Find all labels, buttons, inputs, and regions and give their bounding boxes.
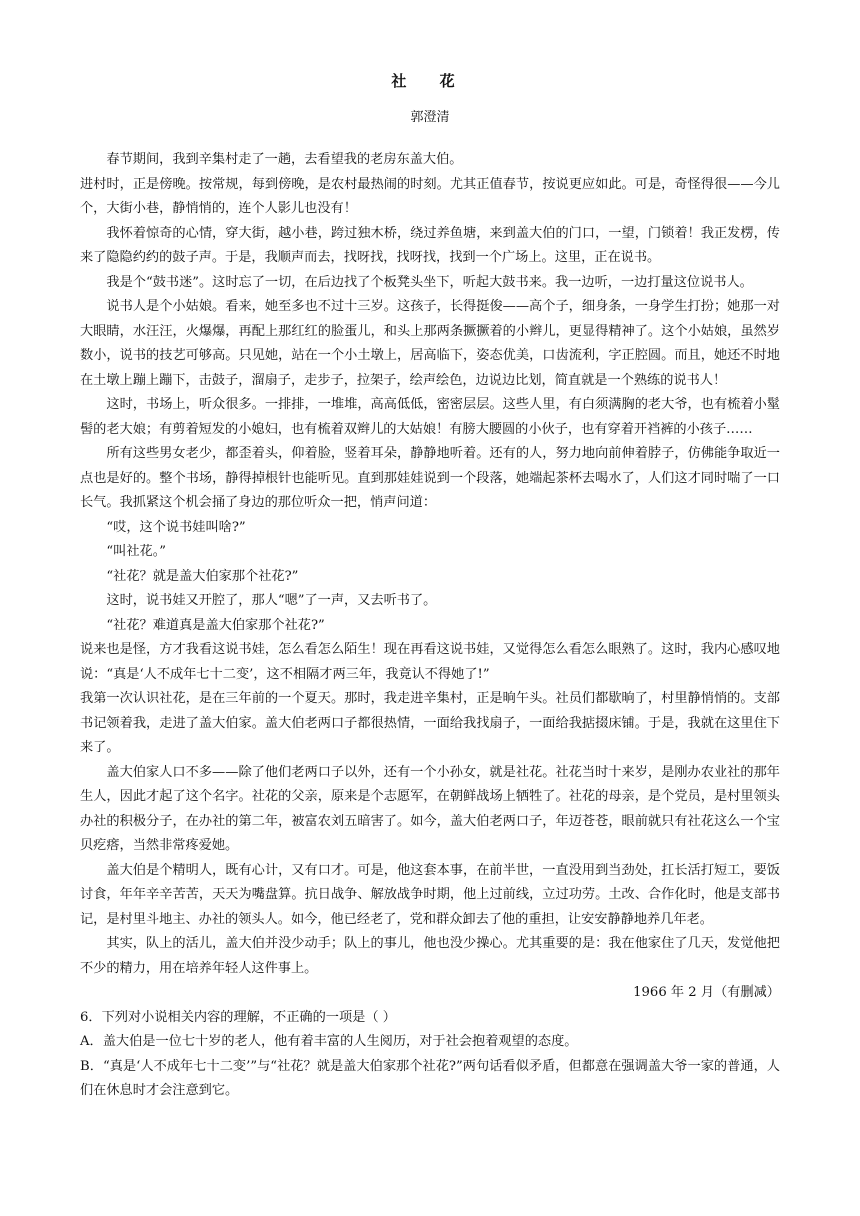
paragraph: 进村时，正是傍晚。按常规，每到傍晚，是农村最热闹的时刻。尤其正值春节，按说更应如此。可是，奇怪得很——今儿个，大街小巷，静悄悄的，连个人影儿也没有！ — [80, 176, 780, 216]
paragraph: 盖大伯家人口不多——除了他们老两口子以外，还有一个小孙女，就是社花。社花当时十来岁，是刚办农业社的那年生人，因此才起了这个名字。社花的父亲，原来是个志愿军，在朝鲜战场上牺牲了。社花的母亲，是个党员，是村里领头办社的积极分子，在办社的第二年，被富农刘五暗害了。如今，盖大伯老两口子，年迈苍苍，眼前就只有社花这么一个宝贝疙瘩，当然非常疼爱她。 — [80, 764, 780, 853]
paragraph: 所有这些男女老少，都歪着头，仰着脸，竖着耳朵，静静地听着。还有的人，努力地向前伸着脖子，仿佛能争取近一点也是好的。整个书场，静得掉根针也能听见。直到那娃娃说到一个段落，她端起茶杯去喝水了，人们这才同时喘了一口长气。我抓紧这个机会捅了身边的那位听众一把，悄声问道： — [80, 446, 780, 510]
paragraph: 我是个“鼓书迷”。这时忘了一切，在后边找了个板凳头坐下，听起大鼓书来。我一边听，一边打量这位说书人。 — [106, 274, 753, 290]
paragraph: “叫社花。” — [106, 544, 167, 559]
page-title: 社 花 — [391, 72, 469, 90]
paragraph: 6．下列对小说相关内容的理解，不正确的一项是（ ） — [80, 1009, 396, 1025]
paragraph: “社花？难道真是盖大伯家那个社花?” — [106, 617, 325, 633]
paragraph: 春节期间，我到辛集村走了一趟，去看望我的老房东盖大伯。 — [106, 152, 463, 167]
paragraph: 盖大伯是个精明人，既有心计，又有口才。可是，他这套本事，在前半世，一直没用到当劲处，扛长活打短工，要饭讨食，年年辛辛苦苦，天天为嘴盘算。抗日战争、解放战争时期，他上过前线，立过功劳。土改、合作化时，他是支部书记，是村里斗地主、办社的领头人。如今，他已经老了，党和群众卸去了他的重担，让安安静静地养几年老。 — [80, 862, 780, 927]
paragraph: 其实，队上的活儿，盖大伯并没少动手；队上的事儿，他也没少操心。尤其重要的是：我在他家住了几天，发觉他把不少的精力，用在培养年轻人这件事上。 — [80, 936, 780, 976]
document-body — [80, 148, 780, 1104]
paragraph: 我第一次认识社花，是在三年前的一个夏天。那时，我走进辛集村，正是晌午头。社员们都歇晌了，村里静悄悄的。支部书记领着我，走进了盖大伯家。盖大伯老两口子都很热情，一面给我找扇子，一面给我掂掇床铺。于是，我就在这里住下来了。 — [80, 691, 780, 755]
paragraph: B．“真是‘人不成年七十二变’”与“社花？就是盖大伯家那个社花?”两句话看似矛盾，但都意在强调盖大爷一家的普通，人们在休息时才会注意到它。 — [80, 1058, 780, 1098]
paragraph: A．盖大伯是一位七十岁的老人，他有着丰富的人生阅历，对于社会抱着观望的态度。 — [80, 1034, 578, 1049]
paragraph: 说来也是怪，方才我看这说书娃，怎么看怎么陌生！现在再看这说书娃，又觉得怎么看怎么眼熟了。这时，我内心感叹地说：“真是‘人不成年七十二变’，这不相隔才两三年，我竟认不得她了!” — [80, 642, 780, 682]
paragraph: 这时，说书娃又开腔了，那人“嗯”了一声，又去听书了。 — [106, 593, 437, 608]
author-name: 郭澄清 — [410, 110, 450, 125]
paragraph: 说书人是个小姑娘。看来，她至多也不过十三岁。这孩子，长得挺俊——高个子，细身条，一身学生打扮；她那一对大眼睛，水汪汪，火爆爆，再配上那红红的脸蛋儿，和头上那两条撅撅着的小辫儿，更显得精神了。这个小姑娘，虽然岁数小，说书的技艺可够高。只见她，站在一个小土墩上，居高临下，姿态优美，口齿流利，字正腔圆。而且，她还不时地在土墩上蹦上蹦下，击鼓子，溜扇子，走步子，拉架子，绘声绘色，边说边比划，简直就是一个熟练的说书人！ — [80, 299, 780, 388]
paragraph: 这时，书场上，听众很多。一排排，一堆堆，高高低低，密密层层。这些人里，有白须满胸的老大爷，也有梳着小髽髻的老大娘；有剪着短发的小媳妇，也有梳着双辫儿的大姑娘！有膀大腰圆的小伙子，也有穿着开裆裤的小孩子…… — [80, 397, 780, 437]
paragraph: 1966 年 2 月（有删减） — [633, 985, 780, 1000]
paragraph: “哎，这个说书娃叫啥?” — [106, 519, 246, 535]
paragraph: “社花？就是盖大伯家那个社花?” — [106, 568, 299, 584]
paragraph: 我怀着惊奇的心情，穿大街，越小巷，跨过独木桥，绕过养鱼塘，来到盖大伯的门口，一望，门锁着！我正发楞，传来了隐隐约约的鼓子声。于是，我顺声而去，找呀找，找呀找，找到一个广场上。这里，正在说书。 — [80, 225, 780, 265]
